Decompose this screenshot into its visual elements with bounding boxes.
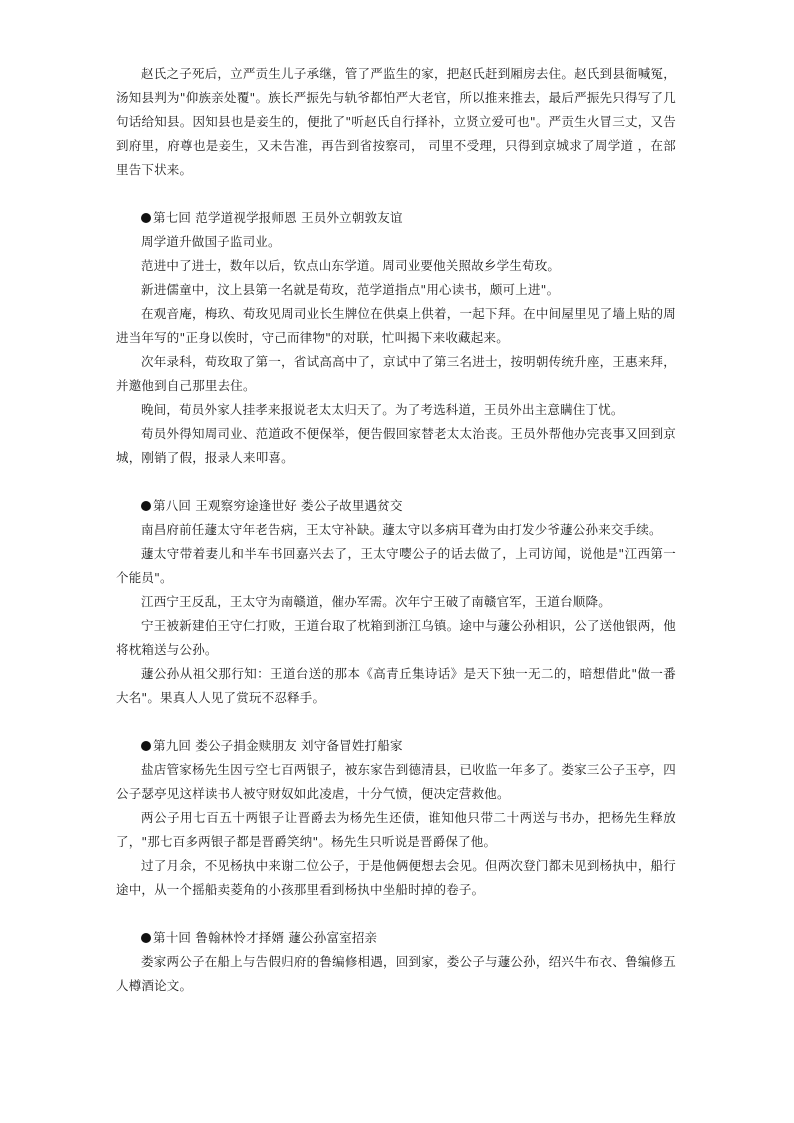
chapter-heading: 第七回 范学道视学报师恩 王员外立朝敦友谊: [116, 206, 676, 230]
chapter-heading: 第十回 鲁翰林怜才择婿 蘧公孙富室招亲: [116, 926, 676, 950]
paragraph: 蘧公孙从祖父那行知：王道台送的那本《高青丘集诗话》是天下独一无二的，暗想借此"做一番大名"。果真人人见了赏玩不忍释手。: [116, 666, 676, 705]
paragraph: 蘧太守带着妻儿和半车书回嘉兴去了，王太守嘤公子的话去做了，上司访闻，说他是"江西第一个能员"。: [116, 546, 676, 585]
paragraph: 次年录科，荀玫取了第一，省试高高中了，京试中了第三名进士，按明朝传统升座，王惠来拜，并邀他到自己那里去住。: [116, 354, 676, 393]
section-chapter-9: [116, 734, 676, 902]
paragraph: 江西宁王反乱，王太守为南赣道，催办军需。次年宁王破了南赣官军，王道台顺降。: [141, 594, 611, 609]
paragraph: 在观音庵，梅玖、荀玫见周司业长生牌位在供桌上供着，一起下拜。在中间屋里见了墙上贴的周进当年写的"正身以俟时，守己而律物"的对联，忙叫揭下来收藏起来。: [116, 306, 676, 345]
paragraph: 新进儒童中，汶上县第一名就是荀玫，范学道指点"用心读书，颇可上进"。: [141, 282, 560, 297]
intro-block: [116, 62, 676, 182]
chapter-heading: 第九回 娄公子捐金赎朋友 刘守备冒姓打船家: [116, 734, 676, 758]
paragraph: 两公子用七百五十两银子让晋爵去为杨先生还债，谁知他只带二十两送与书办，把杨先生释放了，"那七百多两银子都是晋爵笑纳"。杨先生只听说是晋爵保了他。: [116, 810, 676, 849]
paragraph: 周学道升做国子监司业。: [141, 234, 281, 249]
paragraph: 娄家两公子在船上与告假归府的鲁编修相遇，回到家，娄公子与蘧公孙，绍兴牛布衣、鲁编修五人樽酒论文。: [116, 954, 676, 993]
bullet-icon: [141, 501, 151, 511]
section-chapter-8: [116, 494, 676, 710]
paragraph: 南昌府前任蘧太守年老告病，王太守补缺。蘧太守以多病耳聋为由打发少爷蘧公孙来交手续。: [141, 522, 662, 537]
paragraph: 荀员外得知周司业、范道政不便保举，便告假回家替老太太治丧。王员外帮他办完丧事又回到京城，刚销了假，报录人来叩喜。: [116, 426, 676, 465]
section-chapter-10: [116, 926, 676, 998]
chapter-heading: 第八回 王观察穷途逢世好 娄公子故里遇贫交: [116, 494, 676, 518]
bullet-icon: [141, 741, 151, 751]
section-chapter-7: [116, 206, 676, 470]
intro-paragraph: 赵氏之子死后，立严贡生儿子承继，管了严监生的家，把赵氏赶到厢房去住。赵氏到县衙喊冤，汤知县判为"仰族亲处覆"。族长严振先与轨爷都怕严大老官，所以推来推去，最后严振先只得写了几句话给知县。因知县也是妾生的，便批了"听赵氏自行择䃼，立贤立爱可也"。严贡生火冒三丈，又告到府里，府尊也是妾生，又未告准，再告到省按察司， 司里不受理，只得到京城求了周学道 ，在部里告下状来。: [116, 66, 676, 177]
document-page: [116, 62, 676, 998]
bullet-icon: [141, 933, 151, 943]
paragraph: 宁王被新建伯王守仁打败，王道台取了枕箱到浙江乌镇。途中与蘧公孙相识，公了送他银两，他将枕箱送与公孙。: [116, 618, 676, 657]
paragraph: 盐店管家杨先生因亏空七百两银子，被东家告到德清县，已收监一年多了。娄家三公子玉亭，四公子瑟亭见这样读书人被守财奴如此凌虐，十分气愤，便决定营救他。: [116, 762, 676, 801]
paragraph: 晚间，荀员外家人挂孝来报说老太太归天了。为了考选科道，王员外出主意瞒住丁忧。: [141, 402, 624, 417]
bullet-icon: [141, 213, 151, 223]
paragraph: 过了月余，不见杨执中来谢二位公子，于是他俩便想去会见。但两次登门都未见到杨执中，船行途中，从一个摇船卖菱角的小孩那里看到杨执中坐船时掉的卷子。: [116, 858, 676, 897]
paragraph: 范进中了进士，数年以后，钦点山东学道。周司业要他关照故乡学生荀玫。: [141, 258, 561, 273]
